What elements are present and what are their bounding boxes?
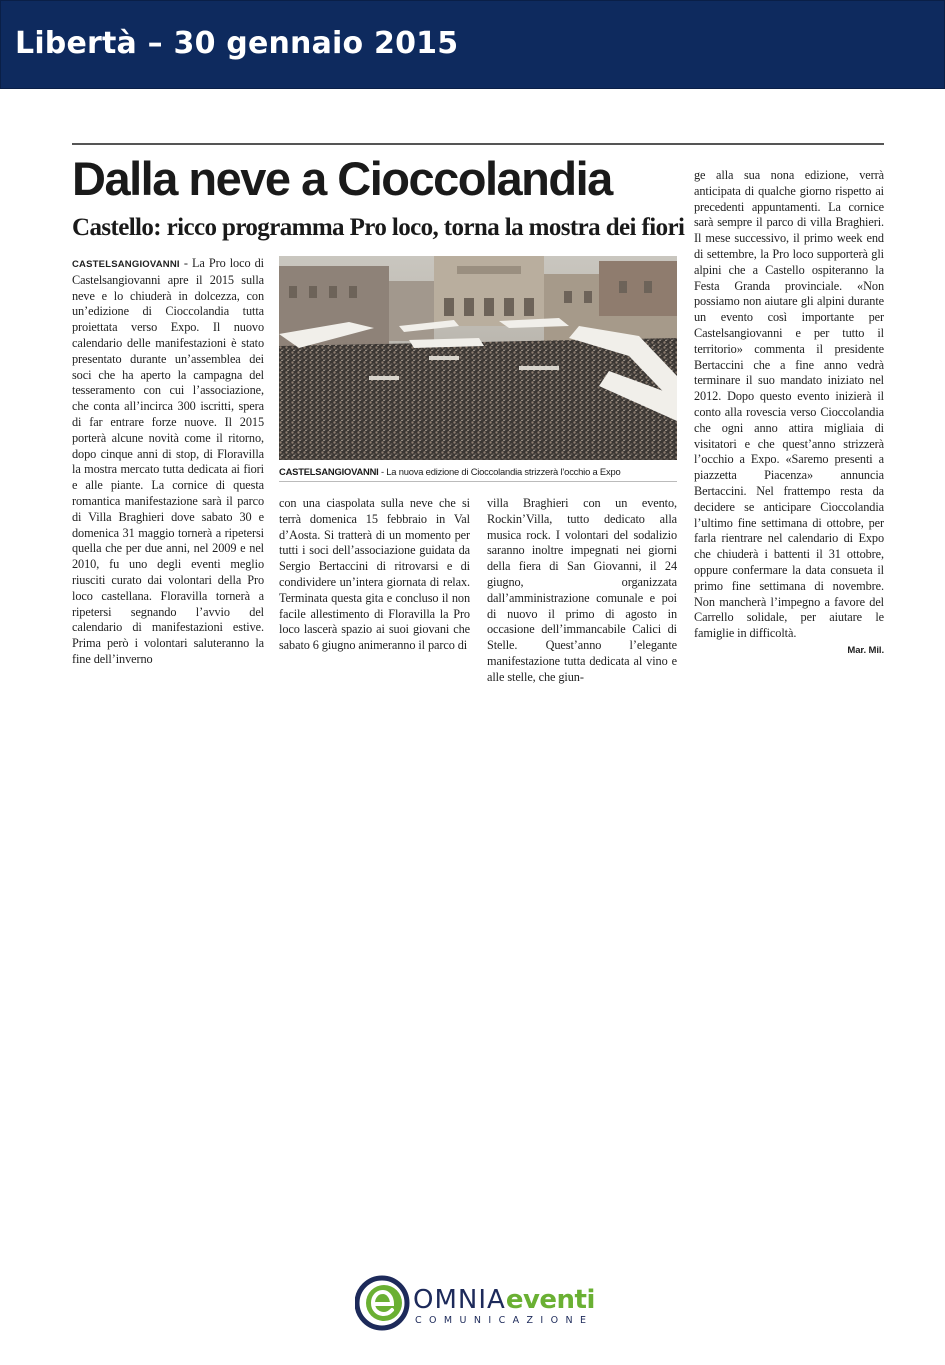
article-subheadline: Castello: ricco programma Pro loco, torna la mostra dei fiori (72, 214, 685, 241)
article-column-2 (279, 496, 470, 654)
photo-caption-text: - La nuova edizione di Cioccolandia strizzerà l’occhio a Expo (378, 466, 621, 477)
article-top-rule (72, 143, 884, 145)
header-bar (0, 0, 945, 89)
logo-subtitle: COMUNICAZIONE (415, 1315, 594, 1326)
article-column-1 (72, 256, 264, 668)
omnia-eventi-logo (355, 1275, 605, 1335)
logo-name-accent: eventi (505, 1285, 595, 1315)
photo-caption (279, 465, 677, 478)
article-headline: Dalla neve a Cioccolandia (72, 152, 612, 205)
logo-name (413, 1285, 595, 1315)
article-photo (279, 256, 677, 460)
logo-name-main: OMNIA (413, 1285, 506, 1315)
article-dateline: CASTELSANGIOVANNI (72, 259, 180, 270)
header-title: Libertà – 30 gennaio 2015 (15, 26, 459, 61)
article-signature: Mar. Mil. (847, 644, 884, 656)
article-column-4 (694, 168, 884, 659)
article-column-1-text: - La Pro loco di Castelsangiovanni apre il 2015 sulla neve e lo chiuderà in dolcezza, con un’edizione di Cioccolandia tutta proiettata verso Expo. Il nuovo calendario delle manifestazioni è stato presentato durante un’assemblea dei soci che ha aperto la campagna del tesseramento con cui l’associazione, che conta all’incirca 300 iscritti, spera di far entrare forze nuove. Il 2015 porterà alcune novità come il ritorno, dopo cinque anni di stop, di Floravilla la mostra mercato tutta dedicata ai fiori e alle piante. La cornice di questa romantica manifestazione sarà il parco di Villa Braghieri dove sabato 30 e domenica 31 maggio tornerà a ripetersi quella che per due anni, nel 2009 e nel 2010, fu uno degli eventi meglio riusciti curato dai volontari della Pro loco castellana. Floravilla tornerà a ripetersi segnando l’avvio del calendario di manifestazioni estive. Prima però i volontari saluteranno la fine dell’inverno (72, 256, 264, 666)
article-column-3-text: villa Braghieri con un evento, Rockin’Villa, tutto dedicato alla musica rock. I volontari del sodalizio saranno inoltre impegnati nei giorni della fiera di San Giovanni, il 24 giugno, organizzata dall’amministrazione comunale e poi di nuovo il primo di agosto in occasione dell’immancabile Calici di Stelle. Quest’anno l’elegante manifestazione tutta dedicata al vino e alle stelle, che giun- (487, 496, 677, 684)
article-column-4-text: ge alla sua nona edizione, verrà anticipata di qualche giorno rispetto ai precedenti appuntamenti. La cornice sarà sempre il parco di villa Braghieri. Il mese successivo, il primo week end di settembre, la Pro loco supporterà gli alpini che a Castello ospiteranno la Festa Granda provinciale. «Non possiamo non aiutare gli alpini durante un evento così importante per Castelsangiovanni e per tutto il territorio» commenta il presidente Bertaccini che a fine anno vedrà terminare il suo mandato iniziato nel 2012. Dopo questo evento inizierà il conto alla rovescia verso Cioccolandia che ogni anno attira migliaia di visitatori e che quest’anno strizzerà l’occhio a Expo. «Saremo presenti a piazzetta Piacenza» annuncia Bertaccini. Nel frattempo resta da decidere se anticipare Cioccolandia l’ultimo fine settimana di ottobre, per farla rientrare nel calendario di Expo che chiuderà i battenti il 31 ottobre, oppure confermare la data consueta il primo fine settimana di novembre. Non mancherà l’impegno a favore del Carrello solidale, per aiutare le famiglie in difficoltà. (694, 168, 884, 641)
crowded-square-photo-icon (279, 256, 677, 460)
photo-caption-location: CASTELSANGIOVANNI (279, 466, 379, 477)
omnia-e-logo-icon (355, 1275, 411, 1331)
article-column-2-text: con una ciaspolata sulla neve che si terrà domenica 15 febbraio in Val d’Aosta. Si tratterà di un momento per tutti i soci dell’associazione guidata da Sergio Bertaccini di ritrovarsi e di condividere un’intera giornata di relax. Terminata questa gita e concluso il non facile allestimento di Floravilla la Pro loco lascerà spazio ai suoi giovani che sabato 6 giugno animeranno il parco di (279, 496, 470, 653)
article-column-3 (487, 496, 677, 686)
caption-rule (279, 481, 677, 482)
